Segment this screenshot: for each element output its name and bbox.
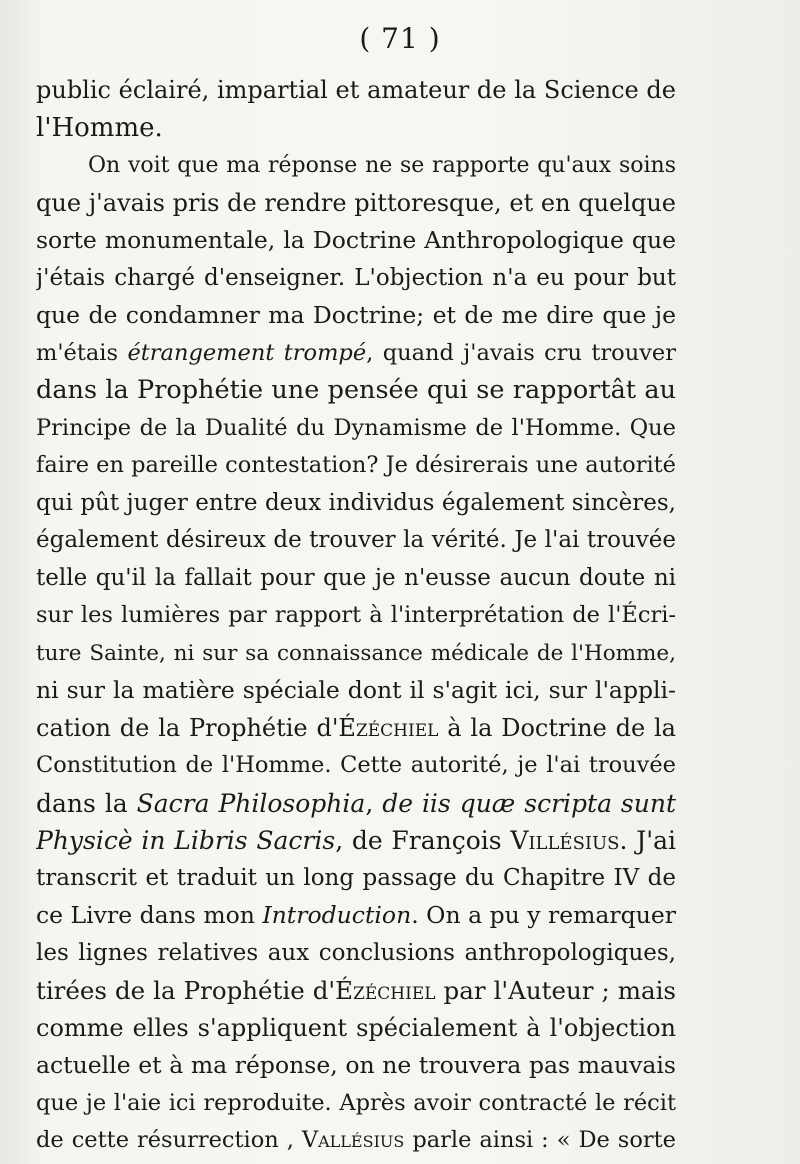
- text-line: [36, 972, 676, 1010]
- text-segment: faire en pareille contestation? Je désirerais une autorité: [36, 452, 676, 478]
- text-segment: ce Livre dans mon: [36, 901, 263, 929]
- text-segment: l'Homme.: [36, 112, 163, 143]
- text-segment: que je l'aie ici reproduite. Après avoir contracté le récit: [36, 1089, 676, 1116]
- text-line: [36, 335, 676, 373]
- page-number: ( 71 ): [359, 22, 441, 55]
- text-segment: actuelle et à ma réponse, on ne trouvera pas mauvais: [36, 1051, 676, 1079]
- text-line: [36, 260, 676, 298]
- text-segment: sur les lumières par rapport à l'interprétation de l'Écri-: [36, 602, 676, 628]
- text-segment: dans la Prophétie une pensée qui se rapportât au: [36, 375, 676, 405]
- text-line: [36, 860, 676, 898]
- italic-text: Introduction: [262, 901, 412, 929]
- text-segment: dans la: [36, 788, 137, 818]
- text-segment: telle qu'il la fallait pour que je n'eusse aucun doute ni: [36, 564, 676, 591]
- text-segment: . J'ai: [619, 826, 676, 855]
- italic-text: Sacra Philosophia: [136, 788, 366, 818]
- text-line: [36, 1047, 676, 1085]
- text-segment: parle ainsi : « De sorte: [404, 1127, 676, 1153]
- text-line: [36, 1010, 676, 1048]
- text-segment: j'étais chargé d'enseigner. L'objection n'a eu pour but: [36, 264, 676, 291]
- text-segment: ni sur la matière spéciale dont il s'agit ici, sur l'appli-: [36, 676, 676, 704]
- text-segment: sorte monumentale, la Doctrine Anthropologique que: [36, 226, 676, 254]
- text-segment: ture Sainte, ni sur sa connaissance médicale de l'Homme,: [36, 640, 676, 666]
- text-line: [36, 147, 676, 185]
- text-line: [36, 1085, 676, 1123]
- small-caps-name: Villésius: [510, 826, 620, 855]
- text-line: [36, 747, 676, 785]
- text-segment: transcrit et traduit un long passage du Chapitre IV de: [36, 864, 676, 891]
- small-caps-name: Ézéchiel: [335, 976, 436, 1005]
- text-segment: , de François: [335, 826, 511, 855]
- text-segment: On voit que ma réponse ne se rapporte qu'aux soins: [88, 153, 676, 178]
- text-segment: , quand j'avais cru trouver: [366, 339, 676, 366]
- text-line: [36, 635, 676, 673]
- text-line: [36, 822, 676, 860]
- text-segment: que j'avais pris de rendre pittoresque, et en quelque: [36, 188, 676, 217]
- small-caps-name: Ézéchiel: [338, 713, 439, 742]
- text-line: [36, 710, 676, 748]
- text-line: [36, 110, 676, 148]
- text-segment: à la Doctrine de la: [438, 713, 676, 742]
- italic-text: étrangement trompé: [127, 339, 367, 366]
- text-segment: public éclairé, impartial et amateur de la Science de: [36, 76, 676, 104]
- text-segment: comme elles s'appliquent spécialement à l'objection: [36, 1013, 676, 1042]
- text-segment: par l'Auteur ; mais: [435, 976, 676, 1005]
- body-text: [36, 72, 676, 1160]
- text-segment: que de condamner ma Doctrine; et de me dire que je: [36, 301, 676, 329]
- text-line: [36, 672, 676, 710]
- text-segment: cation de la Prophétie d': [36, 713, 339, 742]
- text-line: [36, 785, 676, 823]
- italic-text: de iis quæ scripta sunt: [382, 788, 676, 818]
- text-line: [36, 897, 676, 935]
- text-line: [36, 1122, 676, 1160]
- text-segment: tirées de la Prophétie d': [36, 976, 336, 1005]
- text-line: [36, 72, 676, 110]
- text-segment: Principe de la Dualité du Dynamisme de l'Homme. Que: [36, 414, 676, 441]
- text-line: [36, 185, 676, 223]
- text-segment: ,: [365, 788, 383, 818]
- text-line: [36, 935, 676, 973]
- text-line: [36, 560, 676, 598]
- text-line: [36, 222, 676, 260]
- text-segment: qui pût juger entre deux individus également sincères,: [36, 489, 676, 516]
- text-line: [36, 597, 676, 635]
- text-line: [36, 372, 676, 410]
- text-segment: m'étais: [36, 339, 128, 366]
- small-caps-name: Vallésius: [301, 1127, 405, 1153]
- text-segment: . On a pu y remarquer: [411, 901, 676, 929]
- text-segment: les lignes relatives aux conclusions anthropologiques,: [36, 939, 676, 966]
- text-line: [36, 297, 676, 335]
- text-line: [36, 410, 676, 448]
- text-line: [36, 522, 676, 560]
- text-segment: Constitution de l'Homme. Cette autorité, je l'ai trouvée: [36, 752, 676, 778]
- text-line: [36, 485, 676, 523]
- text-line: [36, 447, 676, 485]
- text-segment: également désireux de trouver la vérité. Je l'ai trouvée: [36, 527, 676, 553]
- italic-text: Physicè in Libris Sacris: [36, 826, 336, 855]
- text-segment: de cette résurrection ,: [36, 1127, 302, 1153]
